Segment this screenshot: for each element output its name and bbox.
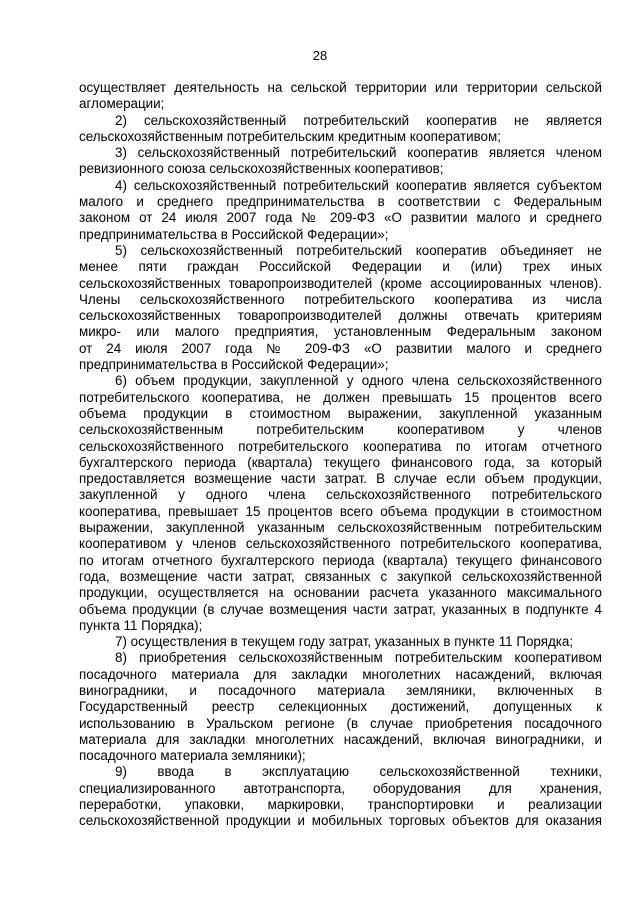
text-line: сельскохозяйственного потребительского кооператива по итогам отчетного	[79, 438, 602, 454]
text-line: использованию в Уральском регионе (в случае приобретения посадочного	[79, 715, 602, 731]
text-line: осуществляет деятельность на сельской территории или территории сельской	[79, 80, 602, 95]
text-line: выражении, закупленной указанным сельскохозяйственным потребительским	[79, 520, 602, 536]
text-line: 8) приобретения сельскохозяйственным потребительским кооперативом	[115, 650, 602, 666]
text-line: 6) объем продукции, закупленной у одного члена сельскохозяйственного	[115, 373, 602, 389]
text-line: пункта 11 Порядка);	[79, 617, 203, 633]
text-line: 5) сельскохозяйственный потребительский кооператив объединяет не	[115, 242, 602, 258]
text-line: законом от 24 июля 2007 года № 209-ФЗ «О развитии малого и среднего	[79, 210, 602, 226]
text-line: сельскохозяйственной продукции и мобильных торговых объектов для оказания	[79, 813, 602, 829]
text-line: года, возмещение части затрат, связанных с закупкой сельскохозяйственной	[79, 568, 602, 584]
text-line: от 24 июля 2007 года № 209-ФЗ «О развитии малого и среднего	[79, 340, 602, 356]
text-line: 2) сельскохозяйственный потребительский кооператив не является	[115, 112, 602, 128]
paragraph	[79, 178, 602, 243]
text-line: потребительского кооператива, не должен превышать 15 процентов всего	[79, 389, 602, 405]
text-line: предпринимательства в Российской Федерации»;	[79, 357, 389, 373]
text-line: 3) сельскохозяйственный потребительский кооператив является членом	[115, 145, 602, 161]
text-line: материала для закладки многолетних насаждений, включая виноградники, и	[79, 731, 602, 747]
text-line: специализированного автотранспорта, оборудования для хранения,	[79, 780, 602, 796]
text-line: посадочного материала земляники);	[79, 748, 306, 764]
text-line: кооперативом у членов сельскохозяйственного потребительского кооператива,	[79, 536, 602, 552]
text-line: сельскохозяйственных товаропроизводителей должны отвечать критериям	[79, 308, 602, 324]
text-line: агломерации;	[79, 96, 165, 112]
paragraph	[79, 373, 602, 634]
text-line: менее пяти граждан Российской Федерации и (или) трех иных	[79, 259, 602, 275]
text-line: переработки, упаковки, маркировки, транспортировки и реализации	[79, 797, 602, 813]
text-line: объема продукции (в случае возмещения части затрат, указанных в подпункте 4	[79, 601, 602, 617]
text-line: Члены сельскохозяйственного потребительского кооператива из числа	[79, 291, 602, 307]
text-line: сельскохозяйственных товаропроизводителей (кроме ассоциированных членов).	[79, 275, 602, 291]
text-line: по итогам отчетного бухгалтерского периода (квартала) текущего финансового	[79, 552, 602, 568]
text-line: микро- или малого предприятия, установленным Федеральным законом	[79, 324, 602, 340]
text-line: малого и среднего предпринимательства в соответствии с Федеральным	[79, 194, 602, 210]
text-line: продукции, осуществляется на основании расчета указанного максимального	[79, 585, 602, 601]
paragraph	[79, 145, 602, 178]
text-line: 4) сельскохозяйственный потребительский кооператив является субъектом	[115, 177, 602, 193]
text-line: объема продукции в стоимостном выражении, закупленной указанным	[79, 405, 602, 421]
paragraph	[79, 243, 602, 373]
document-body	[79, 80, 602, 830]
text-line: бухгалтерского периода (квартала) текущего финансового года, за который	[79, 454, 602, 470]
text-line: 7) осуществления в текущем году затрат, указанных в пункте 11 Порядка;	[115, 634, 574, 650]
text-line: ревизионного союза сельскохозяйственных кооперативов;	[79, 161, 444, 177]
text-line: сельскохозяйственным потребительским кредитным кооперативом;	[79, 128, 501, 144]
paragraph	[79, 80, 602, 113]
page-number: 28	[312, 48, 328, 63]
paragraph	[79, 113, 602, 146]
paragraph	[79, 764, 602, 829]
paragraph	[79, 650, 602, 764]
text-line: кооператива, превышает 15 процентов всего объема продукции в стоимостном	[79, 503, 602, 519]
text-line: виноградники, и посадочного материала земляники, включенных в	[79, 682, 602, 698]
text-line: посадочного материала для закладки многолетних насаждений, включая	[79, 666, 602, 682]
text-line: 9) ввода в эксплуатацию сельскохозяйственной техники,	[115, 764, 602, 780]
text-line: сельскохозяйственным потребительским кооперативом у членов	[79, 422, 602, 438]
text-line: закупленной у одного члена сельскохозяйственного потребительского	[79, 487, 602, 503]
paragraph	[79, 634, 602, 650]
text-line: предоставляется возмещение части затрат. В случае если объем продукции,	[79, 471, 602, 487]
text-line: предпринимательства в Российской Федерации»;	[79, 226, 389, 242]
text-line: Государственный реестр селекционных достижений, допущенных к	[79, 699, 602, 715]
